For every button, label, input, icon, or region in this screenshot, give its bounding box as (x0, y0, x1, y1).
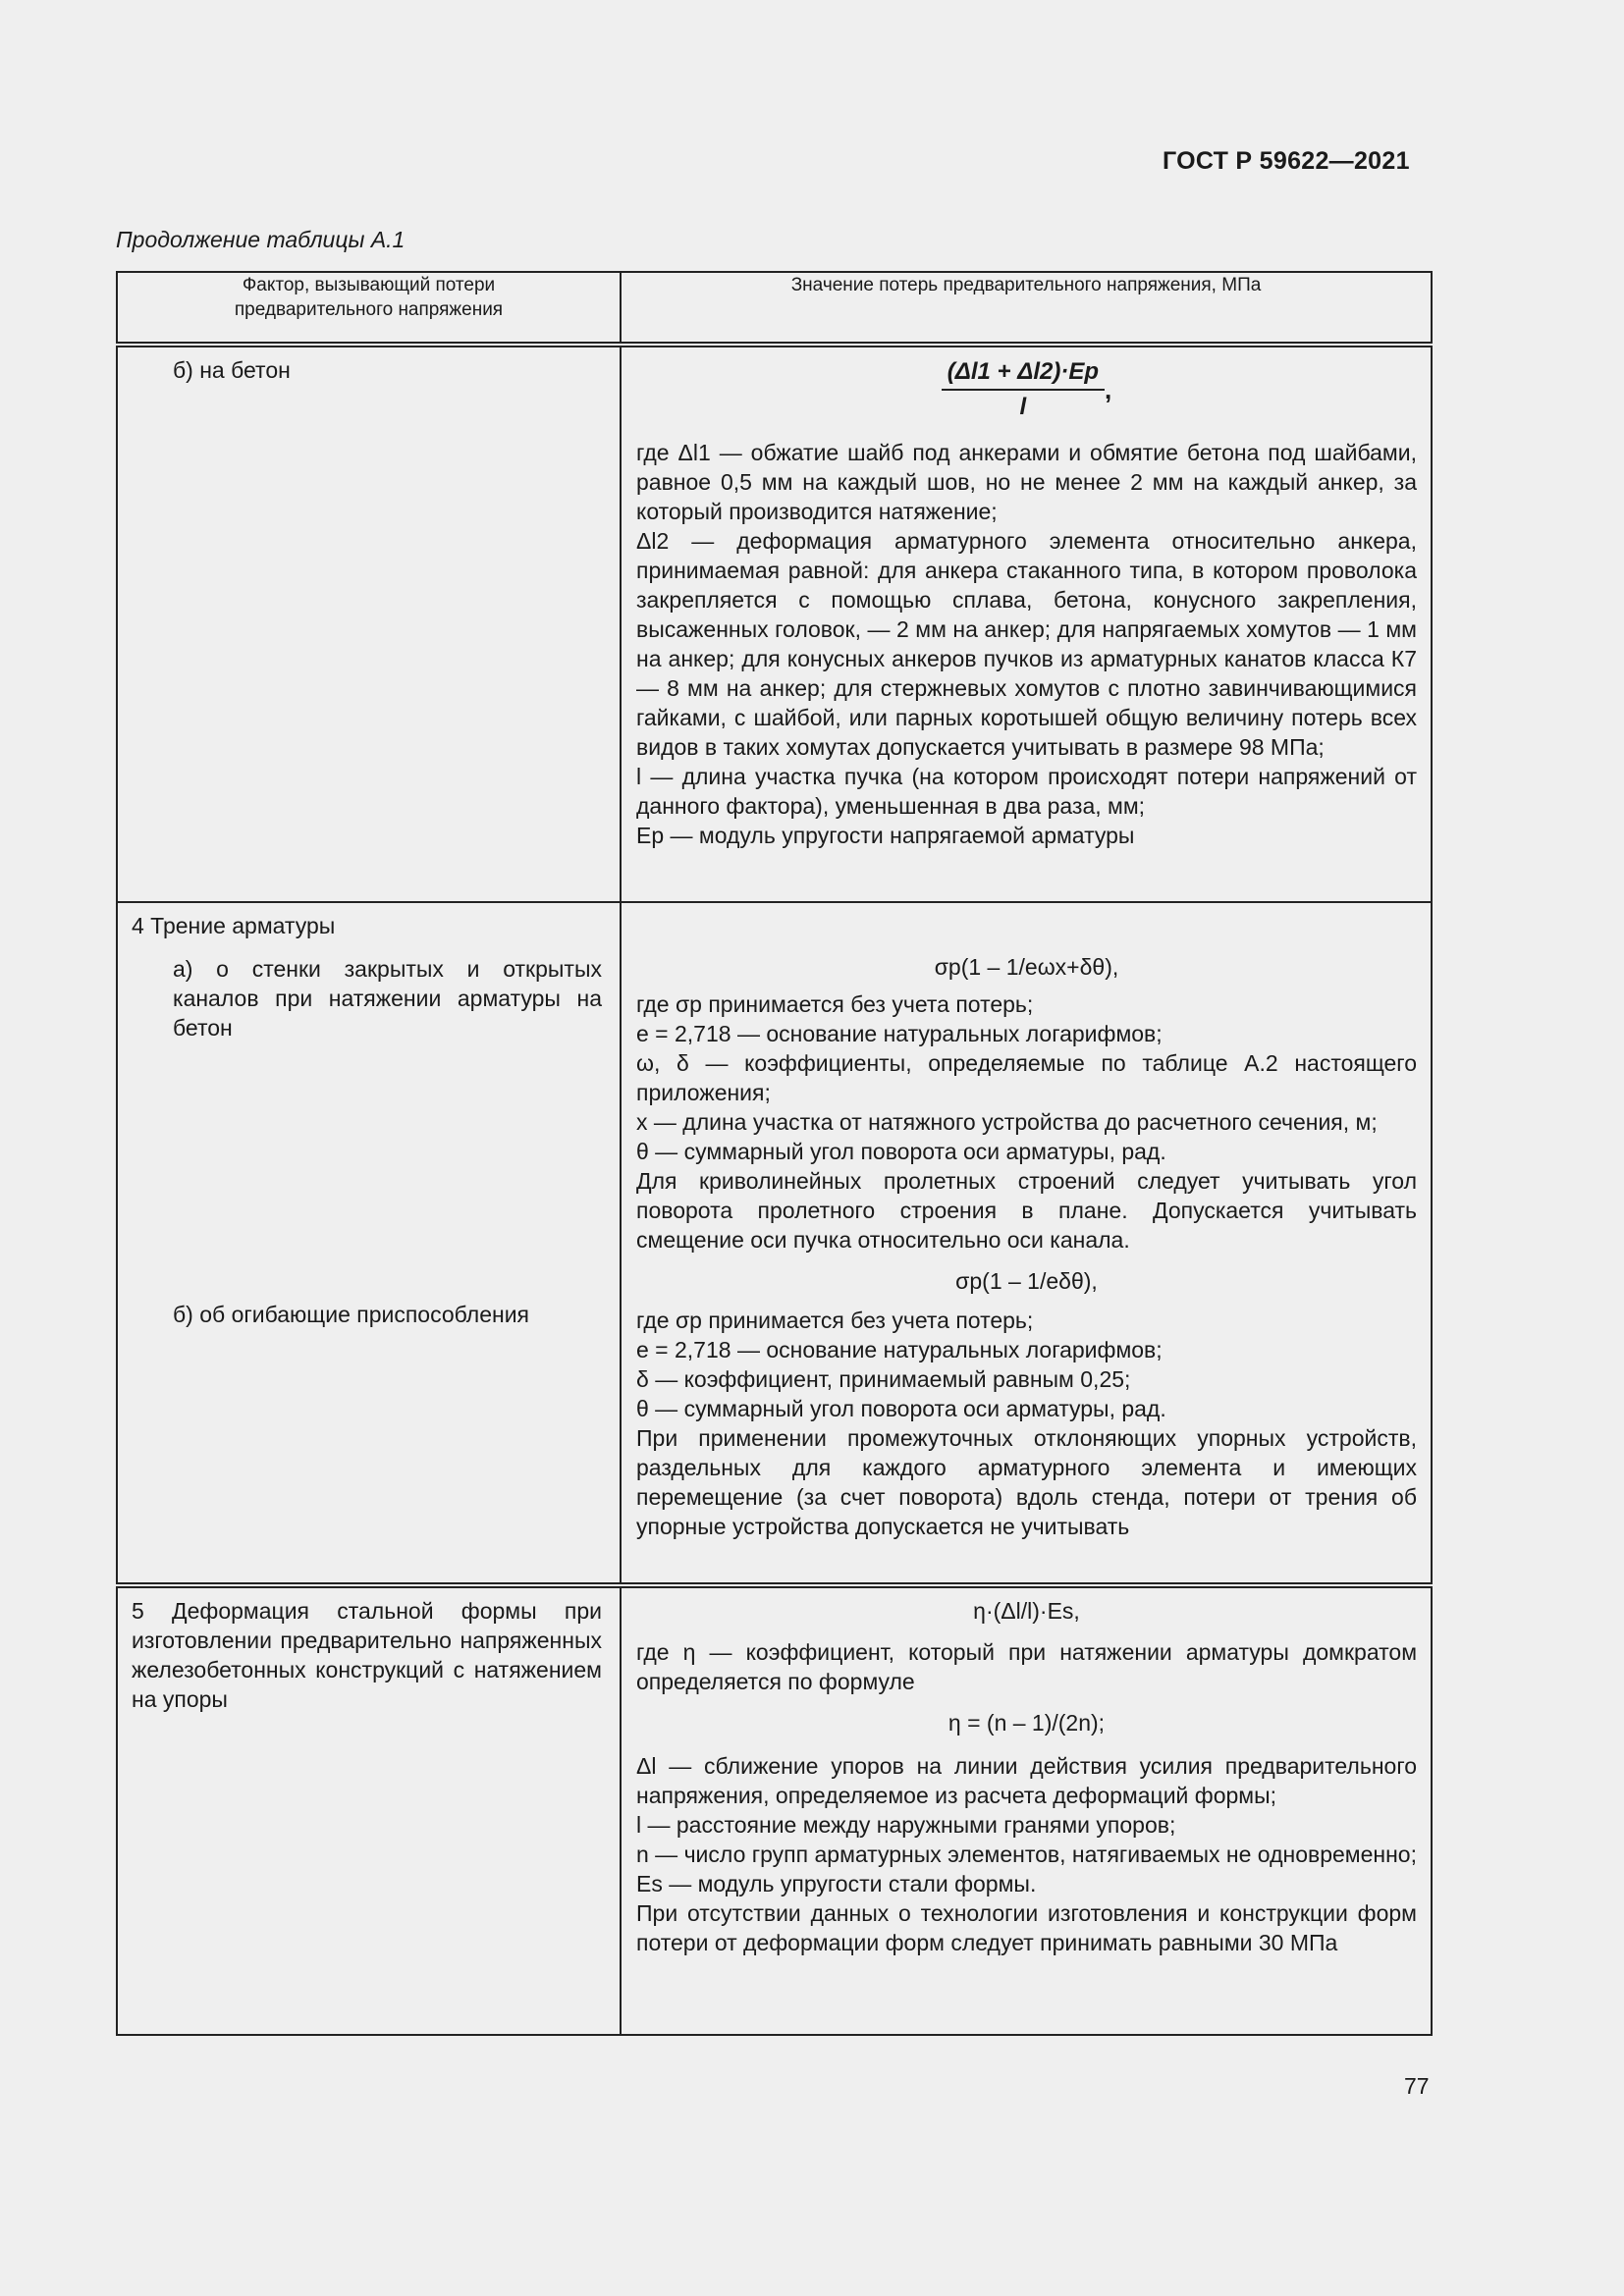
page-number: 77 (1404, 2073, 1430, 2099)
definition-line: l — расстояние между наружными гранями упоров; (636, 1812, 1176, 1838)
definition-line: Es — модуль упругости стали формы. (636, 1871, 1037, 1896)
definition-line: При отсутствии данных о технологии изготовления и конструкции форм потери от деформации форм следует принимать равными 30 МПа (636, 1900, 1417, 1955)
definition-line: e = 2,718 — основание натуральных логарифмов; (636, 1021, 1163, 1046)
definition-line: Δl — сближение упоров на линии действия усилия предварительного напряжения, определяемое из расчета деформаций формы; (636, 1753, 1417, 1808)
definition-line: θ — суммарный угол поворота оси арматуры, рад. (636, 1396, 1166, 1421)
header-factor-text: Фактор, вызывающий потери предварительного напряжения (234, 275, 504, 320)
row-label: 5 Деформация стальной формы при изготовлении предварительно напряженных железобетонных конструкций с натяжением на упоры (132, 1598, 602, 1712)
definition-line: Ep — модуль упругости напрягаемой арматуры (636, 823, 1135, 848)
definition-line: Δl2 — деформация арматурного элемента относительно анкера, принимаемая равной: для анкера стаканного типа, в котором проволока закрепляется с помощью сплава, бетона, конусного закрепления, высаженных головок, — 2 мм на анкер; для напрягаемых хомутов — 1 мм на анкер; для конусных анкеров пучков из арматурных канатов класса К7 — 8 мм на анкер; для стержневых хомутов с плотно завинчивающимися гайками, с шайбой, или парных коротышей общую величину потерь всех видов в таких хомутах допускается учитывать в размере 98 МПа; (636, 528, 1417, 760)
formula-eta: η = (n – 1)/(2n); (947, 1710, 1106, 1735)
table-row (117, 902, 1432, 1585)
losses-table (116, 271, 1433, 2036)
formula-friction-a: σp(1 – 1/eωx+δθ), (934, 954, 1119, 980)
table-caption: Продолжение таблицы А.1 (116, 227, 406, 252)
definition-line: x — длина участка от натяжного устройства до расчетного сечения, м; (636, 1109, 1378, 1135)
definition-line: n — число групп арматурных элементов, натягиваемых не одновременно; (636, 1842, 1417, 1867)
header-value: Значение потерь предварительного напряжения, МПа (621, 272, 1432, 345)
formula-denominator: l (1019, 394, 1027, 420)
table-row (117, 345, 1432, 902)
table-header-row (117, 272, 1432, 345)
definition-line: l — длина участка пучка (на котором происходят потери напряжений от данного фактора), уменьшенная в два раза, мм; (636, 764, 1417, 819)
factor-cell (117, 902, 621, 1585)
definition-line: где σp принимается без учета потерь; (636, 991, 1034, 1017)
definition-line: При применении промежуточных отклоняющих упорных устройств, раздельных для каждого арматурного элемента и имеющих перемещение (за счет поворота) вдоль стенда, потери от трения об упорные устройства допускается не учитывать (636, 1425, 1417, 1539)
row-label: б) об огибающие приспособления (173, 1302, 529, 1327)
formula-friction-b: σp(1 – 1/eδθ), (955, 1268, 1098, 1294)
formula-numerator: (Δl1 + Δl2)·Ep (942, 357, 1105, 391)
factor-cell (117, 1585, 621, 2035)
row-label: б) на бетон (173, 357, 291, 383)
definition-line: θ — суммарный угол поворота оси арматуры, рад. (636, 1139, 1166, 1164)
definition-line: ω, δ — коэффициенты, определяемые по таблице А.2 настоящего приложения; (636, 1050, 1417, 1105)
table-row (117, 1585, 1432, 2035)
value-cell (621, 345, 1432, 902)
definition-line: где Δl1 — обжатие шайб под анкерами и обмятие бетона под шайбами, равное 0,5 мм на каждый шов, но не менее 2 мм на каждый анкер, за который производится натяжение; (636, 440, 1417, 524)
factor-cell (117, 345, 621, 902)
definition-line: δ — коэффициент, принимаемый равным 0,25; (636, 1366, 1131, 1392)
section-title: 4 Трение арматуры (132, 913, 336, 938)
definition-line: где η — коэффициент, который при натяжении арматуры домкратом определяется по формуле (636, 1639, 1417, 1694)
formula-fraction (942, 357, 1105, 422)
value-cell (621, 902, 1432, 1585)
formula-concrete (636, 347, 1417, 434)
value-cell (621, 1585, 1432, 2035)
formula-tail: , (1105, 375, 1112, 404)
document-number: ГОСТ Р 59622—2021 (1163, 147, 1410, 175)
definition-line: Для криволинейных пролетных строений следует учитывать угол поворота пролетного строения в плане. Допускается учитывать смещение оси пучка относительно оси канала. (636, 1168, 1417, 1253)
definition-line: e = 2,718 — основание натуральных логарифмов; (636, 1337, 1163, 1362)
header-factor (117, 272, 621, 345)
definition-line: где σp принимается без учета потерь; (636, 1308, 1034, 1333)
row-label: а) о стенки закрытых и открытых каналов при натяжении арматуры на бетон (173, 956, 602, 1041)
formula-form: η·(Δl/l)·Es, (973, 1598, 1080, 1624)
